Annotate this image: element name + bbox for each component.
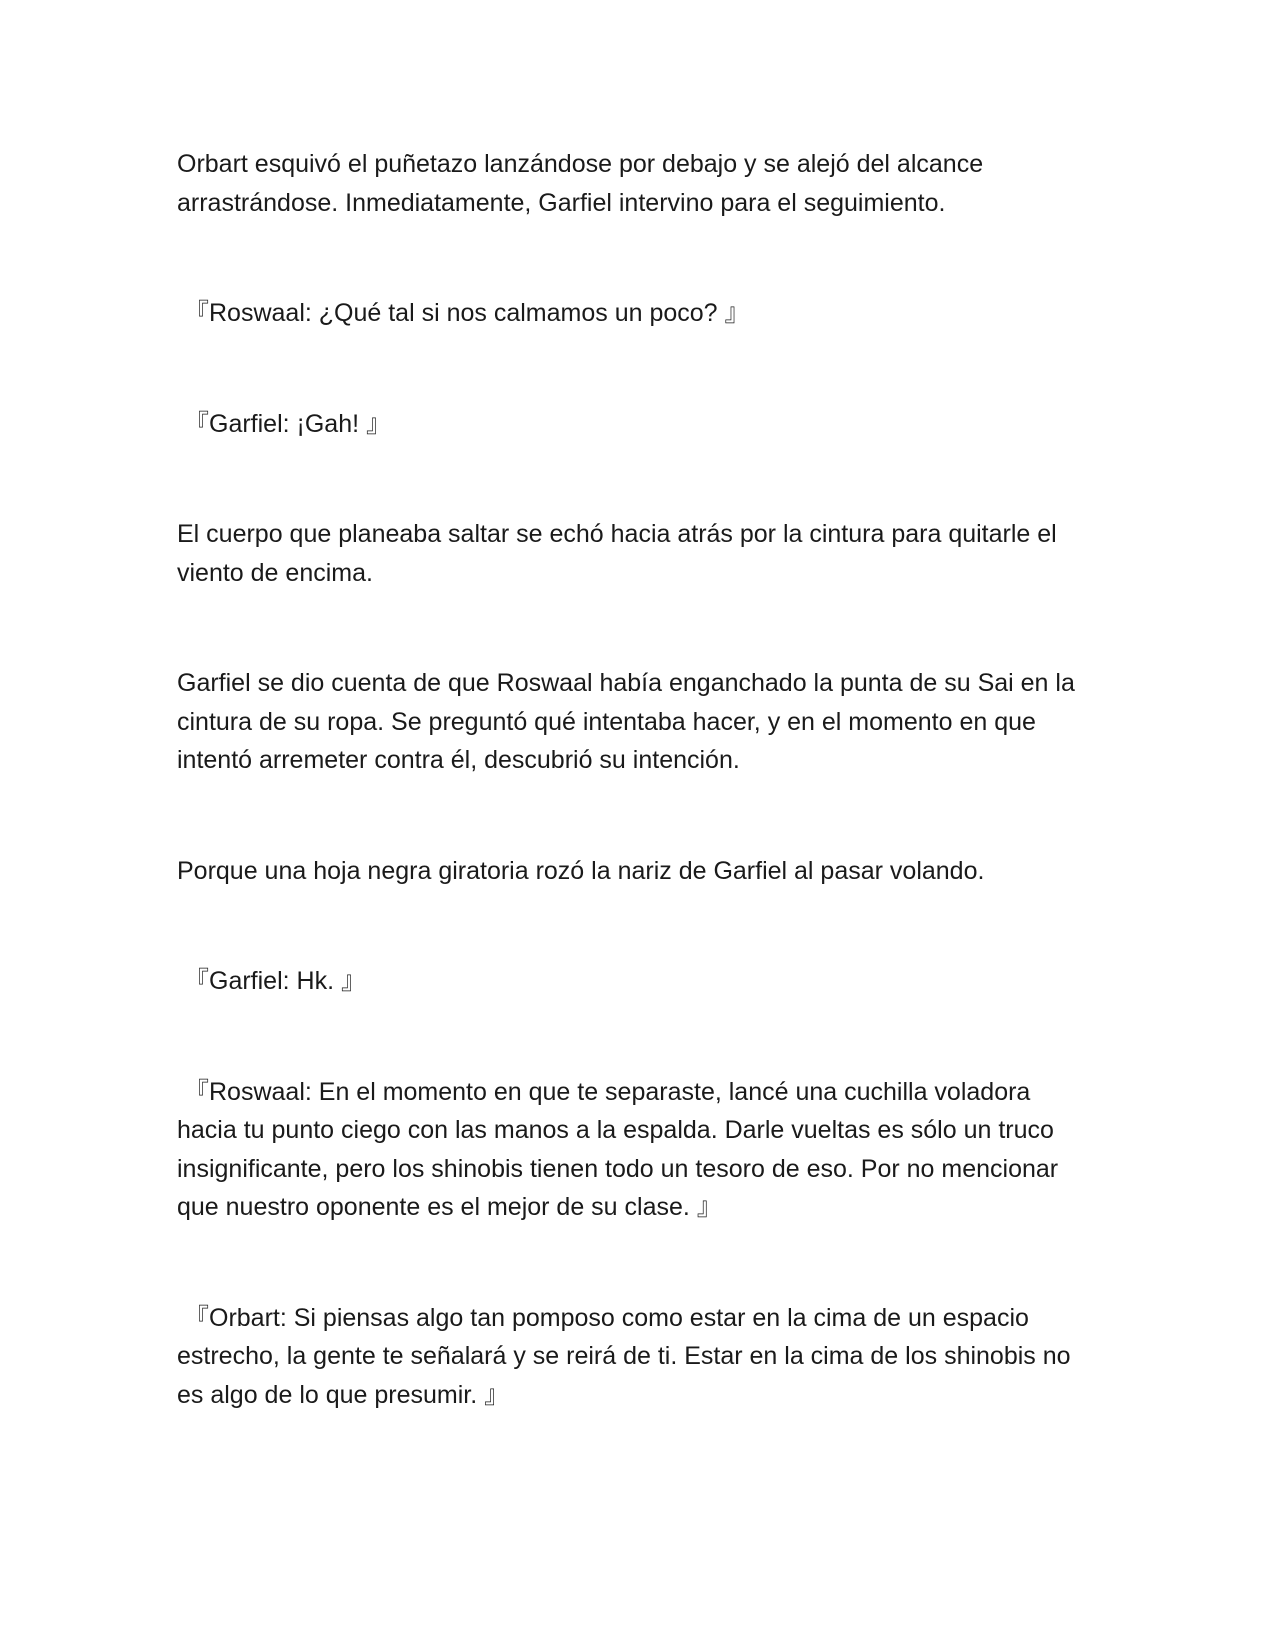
text-column [177,145,1097,1486]
dialogue-orbart-pompous: 『Orbart: Si piensas algo tan pomposo como estar en la cima de un espacio estrecho, la gente te señalará y se reirá de ti. Estar en la cima de los shinobis no es algo de lo que presumir. 』 [177,1303,1071,1409]
paragraph-black-blade: Porque una hoja negra giratoria rozó la nariz de Garfiel al pasar volando. [177,856,985,885]
paragraph-orbart-dodge: Orbart esquivó el puñetazo lanzándose por debajo y se alejó del alcance arrastrándose. Inmediatamente, Garfiel intervino para el seguimiento. [177,150,984,217]
dialogue-garfiel-hk: 『Garfiel: Hk. 』 [184,967,366,995]
dialogue-garfiel-gah: 『Garfiel: ¡Gah! 』 [184,409,391,438]
dialogue-roswaal-blade: 『Roswaal: En el momento en que te separaste, lancé una cuchilla voladora hacia tu punto ciego con las manos a la espalda. Darle vueltas es sólo un truco insignificante, pero los shinobis tienen todo un tesoro de eso. Por no mencionar que nuestro oponente es el mejor de su clase. 』 [177,1077,1059,1221]
paragraph-body-lean-back: El cuerpo que planeaba saltar se echó hacia atrás por la cintura para quitarle el viento de encima. [177,520,1057,587]
dialogue-roswaal-calm: 『Roswaal: ¿Qué tal si nos calmamos un poco? 』 [184,299,750,327]
paragraph-garfiel-realizes: Garfiel se dio cuenta de que Roswaal había enganchado la punta de su Sai en la cintura de su ropa. Se preguntó qué intentaba hacer, y en el momento en que intentó arremeter contra él, descubrió su intención. [177,669,1075,774]
